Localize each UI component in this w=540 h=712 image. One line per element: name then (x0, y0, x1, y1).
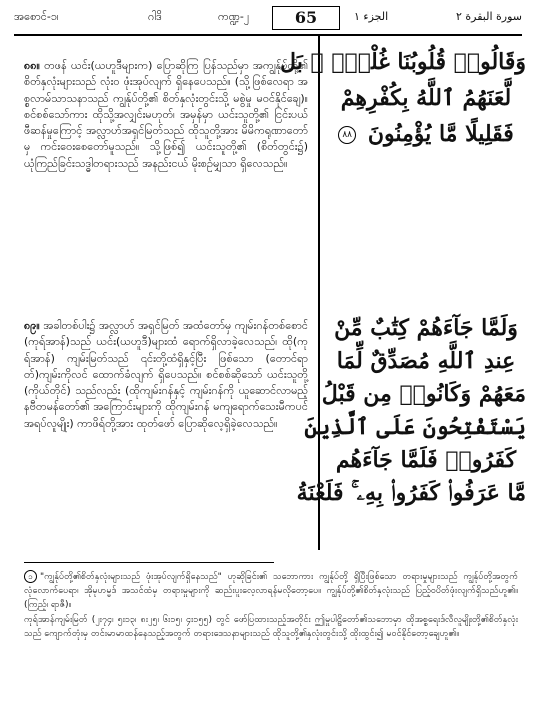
arabic-line: مَّا عَرَفُوا۟ كَفَرُوا۟ بِهِۦ ۚ فَلَعْنَةُ (296, 480, 526, 506)
arabic-line: لَّعَنَهُمُ ٱللَّهُ بِكُفْرِهِمْ (340, 85, 512, 111)
arabic-line: وَلَمَّا جَآءَهُمْ كِتَٰبٌ مِّنْ (334, 315, 518, 341)
header-section: ကဏ္ဍ-၂ (218, 10, 250, 23)
header-surah: سورة البقرة ۲ (455, 10, 522, 23)
footnote-text: "ကျွန်ုပ်တို့၏စိတ်နှလုံးများသည် ဖုံးအုပ်လျက်ရှိနေသည်" ဟုဆိုခြင်း၏ သဘောကား ကျွန်ုပ်တို့ ရှိပြီးဖြစ်သော တရားမှုများသည် ကျွန်ုပ်တို့အတွက် လုံလောက်ပေရာ၊ အိုမုဟမ္မဒ် အသင်ထံမှ တရားမှုများကို ဆည်းပူးလေ့လာရန်မလိုတော့ပေ။ ကျွန်ုပ်တို့၏စိတ်နှလုံးသည် ပြည့်ဝပိတ်ဖုံးလျက်ရှိသည်ဟူ၏။ (ကြည့်၊ ရာဇီ)။ (24, 572, 518, 611)
header-volume: အစောင်-၁၊ (14, 10, 59, 23)
footnote-marker: ၁ (24, 570, 37, 583)
footnote-rule (24, 562, 274, 563)
arabic-line: وَقَالُوا۟ قُلُوبُنَا غُلْفٌۢ ۚ بَل (280, 49, 526, 75)
page-number: 65 (272, 6, 340, 30)
header-rule (14, 34, 522, 36)
header-part: ဂါဒိ (148, 10, 162, 23)
arabic-verse-88 (280, 44, 526, 152)
arabic-line: مَعَهُمْ وَكَانُوا۟ مِن قَبْلُ (321, 381, 526, 407)
arabic-line-text: فَقَلِيلًا مَّا يُؤْمِنُونَ (367, 121, 514, 147)
header-juz: الجزء ۱ (354, 10, 389, 23)
ayah-end-marker: ٨٨ (338, 126, 356, 144)
arabic-line (326, 116, 526, 152)
arabic-line: عِندِ ٱللَّهِ مُصَدِّقٌ لِّمَا (336, 348, 516, 374)
translation-block-88 (24, 58, 308, 172)
arabic-line: كَفَرُوا۟ فَلَمَّا جَآءَهُم (335, 447, 517, 473)
column-divider (318, 36, 320, 550)
arabic-verse-89 (296, 312, 526, 510)
verse-number: ၈၈။ (24, 59, 40, 72)
footnote (24, 570, 518, 641)
arabic-line: يَسْتَفْتِحُونَ عَلَى ٱلَّذِينَ (304, 414, 526, 440)
page-header (14, 6, 522, 32)
translation-text: တဖန် ယင်း(ယဟူဒီများက) ပြောဆိုကြ ပြန်သည်မှာ အကျွန်ုပ်တို့၏ စိတ်နှလုံးများသည် လုံးဝ ဖုံးအုပ်လျက် ရှိနေပေသည်။ (သို့ဖြစ်လေရာ အစ္စလာမ်သာသနာသည် ကျွန်ုပ်တို့၏ စိတ်နှလုံးတွင်းသို့ မစွဲမှု မဝင်နိုင်ချေ)။ စင်စစ်သော်ကား ထိုသို့အလျှင်းမဟုတ်၊ အမှန်မှာ ယင်းသူတို့၏ ငြင်းပယ်ဖီဆန်မှုကြောင့် အလ္လာဟ်အရှင်မြတ်သည် ထိုသူတို့အား မိမိကရုဏာတော်မှ ကင်းဝေးစေတော်မူသည်။ သို့ဖြစ်၍ ယင်းသူတို့၏ (စိတ်တွင်း၌) ယုံကြည်ခြင်းသဒ္ဓါတရားသည် အနည်းငယ် မိုးစဉ်မျှသာ ရှိလေသည်။ (24, 59, 308, 170)
verse-number: ၈၉။ (24, 319, 40, 332)
footnote-text-2: ကုရ်အာန်ကျမ်းမြတ် (၂း၇၄၊ ၅း၁၃၊ ၈း၂၅၊ ၆း၁၅၊ ၄း၁၅၅) တွင် ဖော်ပြထားသည့်အတိုင်း ဤမှုပါဠိတော်၏သဘောမှာ ထိုအစ္စရေးဒ်လီလူမျိုးတို့၏စိတ်နှလုံးသည် ကျောက်တုံးမှ တင်းမာမာထန်နေသည့်အတွက် တရားဒေသနာများသည် ထိုသူတို့၏နှလုံးတွင်းသို့ ထိုးထွင်း၍ မဝင်နိုင်တော့ချေဟူ၏။ (24, 614, 518, 639)
translation-text: အခါတစ်ပါး၌ အလ္လာဟ် အရှင်မြတ် အထံတော်မှ ကျမ်းဂန်တစ်စောင် (ကုရ်အာန်)သည် ယင်း(ယဟူဒီ)များထံ ရောက်ရှိလာခဲ့လေသည်၊ ထို(ကုရ်အာန်) ကျမ်းမြတ်သည် ၎င်းတို့ထံရှိနှင့်ပြီး ဖြစ်သော (တောင်ရာတ်)ကျမ်းကိုလင် ထောက်ခံလျက် ရှိပေသည်။ စင်စစ်ဆိုသော် ယင်းသူတို့ (ကိုယ်တိုင်) သည်လည်း (ထိုကျမ်းဂန်နှင့် ကျမ်းဂန်ကို ယူဆောင်လာမည့် နဗီတမန်တော်၏ အကြောင်းများကို ထိုကျမ်းဂန် မကျရောက်သေးမီကပင် အရပ်လူမျိုး) ကာဖိရ်တို့အား ထုတ်ဖော် ပြောဆိုလေ့ရှိခဲ့လေသည်။ (24, 319, 309, 430)
translation-block-89 (24, 318, 308, 432)
